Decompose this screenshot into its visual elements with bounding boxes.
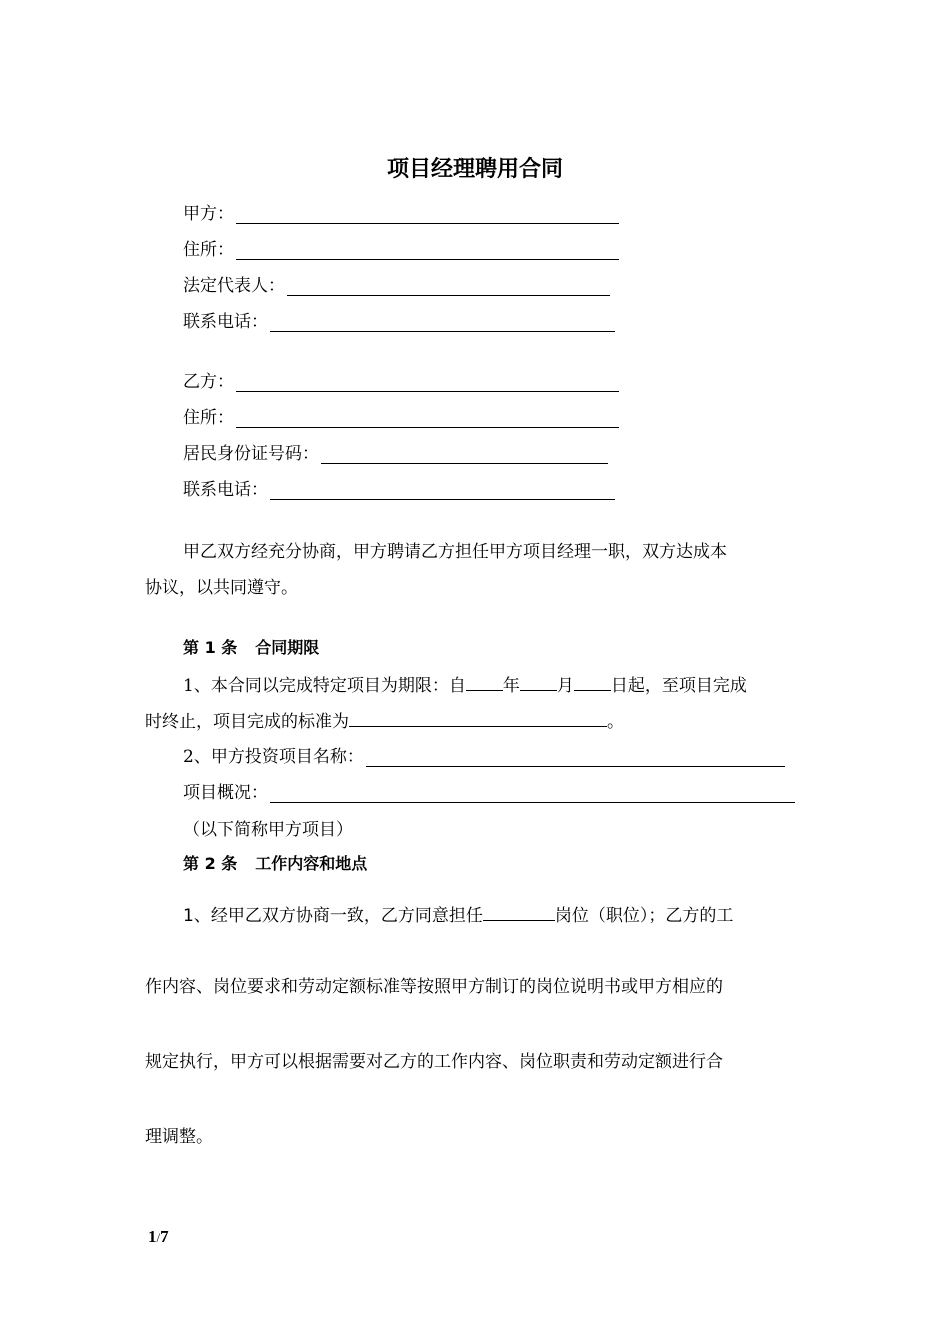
party-b-id-blank[interactable] — [321, 445, 608, 464]
clause-2-text-a: 1、经甲乙双方协商一致，乙方同意担任 — [183, 906, 483, 926]
year-label: 年 — [502, 676, 520, 696]
party-b-blank[interactable] — [236, 373, 619, 392]
party-b-field — [183, 368, 619, 392]
party-a-label: 甲方： — [183, 204, 234, 224]
clause-2-text-b: 岗位（职位）；乙方的工 — [554, 906, 734, 926]
article-2-number: 第 2 条 — [183, 854, 238, 873]
start-year-blank[interactable] — [466, 674, 503, 691]
clause-1-text-a: 1、本合同以完成特定项目为期限：自 — [183, 676, 466, 696]
start-day-blank[interactable] — [574, 674, 611, 691]
party-b-phone-field — [183, 476, 615, 500]
article-1-clause-1-line-2 — [145, 707, 624, 732]
project-note: （以下简称甲方项目） — [183, 820, 353, 840]
page-separator: / — [156, 1230, 161, 1245]
party-a-legal-rep-blank[interactable] — [287, 277, 610, 296]
project-overview-blank[interactable] — [270, 784, 795, 803]
page-current: 1 — [148, 1227, 157, 1246]
party-a-legal-rep-label: 法定代表人： — [183, 276, 285, 296]
page-number — [148, 1227, 169, 1247]
page-total: 7 — [160, 1227, 169, 1246]
position-blank[interactable] — [483, 904, 555, 921]
party-a-legal-rep-field — [183, 272, 610, 296]
party-b-label: 乙方： — [183, 372, 234, 392]
article-1-number: 第 1 条 — [183, 638, 238, 657]
party-b-address-label: 住所： — [183, 408, 234, 428]
project-name-label: 2、甲方投资项目名称： — [183, 747, 364, 767]
completion-standard-blank[interactable] — [349, 710, 607, 727]
project-name-blank[interactable] — [366, 748, 785, 767]
party-b-phone-blank[interactable] — [270, 481, 615, 500]
article-1-clause-1-line-1 — [183, 671, 747, 696]
party-a-phone-blank[interactable] — [270, 313, 615, 332]
clause-1-period: 。 — [607, 712, 624, 732]
article-2-clause-1-line-1 — [183, 901, 733, 926]
project-overview-label: 项目概况： — [183, 783, 268, 803]
clause-1-text-c: 时终止，项目完成的标准为 — [145, 712, 349, 732]
clause-1-text-b: 日起，至项目完成 — [610, 676, 747, 696]
article-1-heading — [183, 635, 319, 658]
intro-line-1: 甲乙双方经充分协商，甲方聘请乙方担任甲方项目经理一职，双方达成本 — [183, 542, 727, 562]
article-2-clause-1-line-2: 作内容、岗位要求和劳动定额标准等按照甲方制订的岗位说明书或甲方相应的 — [145, 977, 723, 997]
article-2-heading — [183, 851, 367, 874]
article-2-title: 工作内容和地点 — [255, 854, 368, 873]
party-a-blank[interactable] — [236, 205, 619, 224]
party-b-id-label: 居民身份证号码： — [183, 444, 319, 464]
article-1-title: 合同期限 — [255, 638, 320, 657]
party-b-address-field — [183, 404, 619, 428]
party-a-address-field — [183, 236, 619, 260]
month-label: 月 — [556, 676, 574, 696]
party-a-address-blank[interactable] — [236, 241, 619, 260]
party-b-address-blank[interactable] — [236, 409, 619, 428]
party-a-address-label: 住所： — [183, 240, 234, 260]
article-2-clause-1-line-3: 规定执行，甲方可以根据需要对乙方的工作内容、岗位职责和劳动定额进行合 — [145, 1052, 723, 1072]
party-a-field — [183, 200, 619, 224]
party-a-phone-field — [183, 308, 615, 332]
project-name-field — [183, 743, 785, 767]
start-month-blank[interactable] — [520, 674, 557, 691]
project-overview-field — [183, 779, 795, 803]
document-title: 项目经理聘用合同 — [386, 157, 563, 182]
article-2-clause-1-line-4: 理调整。 — [145, 1127, 213, 1147]
party-b-id-field — [183, 440, 608, 464]
party-a-phone-label: 联系电话： — [183, 312, 268, 332]
intro-line-2: 协议，以共同遵守。 — [145, 578, 298, 598]
party-b-phone-label: 联系电话： — [183, 480, 268, 500]
